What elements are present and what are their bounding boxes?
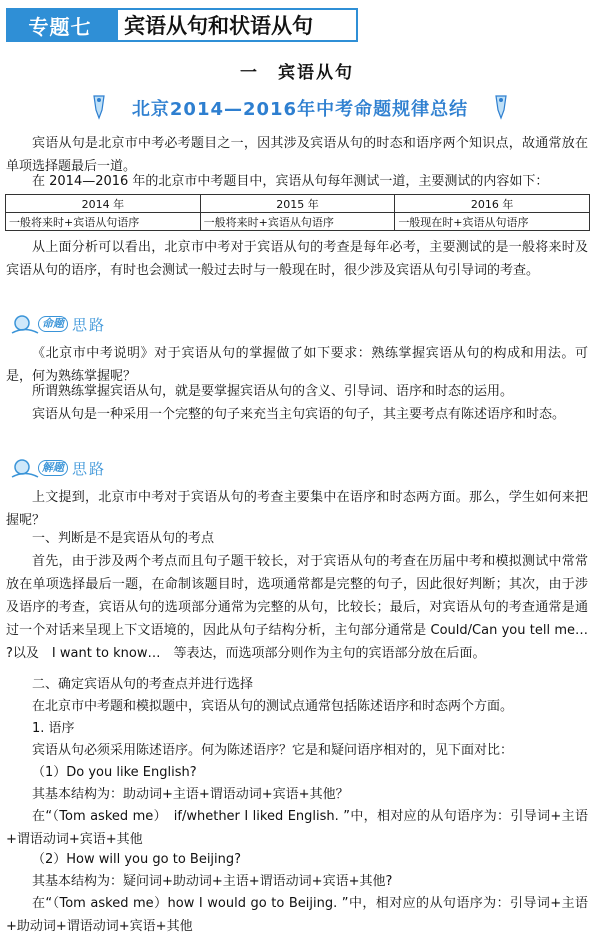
pen-left-icon — [90, 94, 108, 120]
jieti-paragraph-3: 宾语从句必须采用陈述语序。何为陈述语序？它是和疑问语序相对的，见下面对比： — [32, 743, 514, 758]
tag-word: 思路 — [72, 459, 107, 478]
example-2: （2）How will you go to Beijing? — [32, 852, 242, 867]
table-cell: 一般将来时+宾语从句语序 — [200, 213, 395, 231]
mingti-paragraph-2: 所谓熟练掌握宾语从句，就是要掌握宾语从句的含义、引导词、语序和时态的运用。 — [32, 384, 514, 399]
table-cell: 一般将来时+宾语从句语序 — [6, 213, 201, 231]
table-header-cell: 2016 年 — [395, 195, 590, 213]
explanation-2: 在“（Tom asked me）how I would go to Beijing. ”中，相对应的从句语序为：引导词+主语+助动词+谓语动词+宾语+其他 — [6, 896, 588, 934]
mingti-tag — [10, 312, 106, 336]
jieti-tag — [10, 456, 106, 480]
topic-badge: 专题七 — [6, 8, 114, 42]
tag-word: 思路 — [72, 315, 107, 334]
structure-2: 其基本结构为：疑问词+助动词+主语+谓语动词+宾语+其他? — [32, 874, 393, 889]
example-1: （1）Do you like English? — [32, 765, 197, 780]
heading-1: 一、判断是不是宾语从句的考点 — [32, 531, 215, 546]
heading-2: 二、确定宾语从句的考查点并进行选择 — [32, 677, 254, 692]
rules-banner — [90, 94, 510, 122]
heading-3: 1. 语序 — [32, 721, 75, 736]
table-header-row — [6, 195, 590, 213]
table-cell: 一般现在时+宾语从句语序 — [395, 213, 590, 231]
exam-table — [5, 194, 590, 231]
lightbulb-icon — [10, 458, 40, 478]
table-header-cell: 2015 年 — [200, 195, 395, 213]
tag-label: 命题 — [38, 316, 68, 332]
jieti-paragraph-1: 首先，由于涉及两个考点而且句子题干较长，对于宾语从句的考查在历届中考和模拟测试中常常放在单项选择最后一题，在命制该题目时，选项通常都是完整的句子，因此很好判断；其次，由于涉及语序的考查，宾语从句的选项部分通常为完整的从句，比较长；最后，对宾语从句的考查通常是通过一个对话来呈现上下文语境的，因此从句子结构分析，主句部分通常是 Could/Can you tell me… ?以及 I want to know… 等表达，而选项部分则作为主句的宾语部分放在后面。 — [6, 554, 588, 661]
banner-text: 北京2014—2016年中考命题规律总结 — [131, 99, 469, 120]
mingti-paragraph-3: 宾语从句是一种采用一个完整的句子来充当主句宾语的句子，其主要考点有陈述语序和时态。 — [32, 407, 566, 422]
lightbulb-icon — [10, 314, 40, 334]
analysis-paragraph: 从上面分析可以看出，北京市中考对于宾语从句的考查是每年必考，主要测试的是一般将来时及宾语从句的语序，有时也会测试一般过去时与一般现在时，很少涉及宾语从句引导词的考查。 — [6, 240, 588, 278]
topic-header — [6, 8, 358, 42]
intro-paragraph-1: 宾语从句是北京市中考必考题目之一，因其涉及宾语从句的时态和语序两个知识点，故通常放在单项选择题最后一道。 — [6, 136, 588, 174]
jieti-paragraph-2: 在北京市中考题和模拟题中，宾语从句的测试点通常包括陈述语序和时态两个方面。 — [32, 699, 514, 714]
mingti-paragraph-1: 《北京市中考说明》对于宾语从句的掌握做了如下要求：熟练掌握宾语从句的构成和用法。可是，何为熟练掌握呢？ — [6, 346, 588, 384]
section-title: 一 宾语从句 — [240, 63, 354, 83]
structure-1: 其基本结构为：助动词+主语+谓语动词+宾语+其他？ — [32, 787, 349, 802]
table-header-cell: 2014 年 — [6, 195, 201, 213]
topic-title: 宾语从句和状语从句 — [118, 8, 358, 42]
intro-paragraph-2: 在 2014—2016 年的北京市中考题目中，宾语从句每年测试一道，主要测试的内容如下： — [32, 174, 549, 189]
jieti-intro: 上文提到，北京市中考对于宾语从句的考查主要集中在语序和时态两方面。那么，学生如何来把握呢？ — [6, 490, 588, 528]
explanation-1: 在“（Tom asked me） if/whether I liked English. ”中，相对应的从句语序为：引导词+主语+谓语动词+宾语+其他 — [6, 809, 588, 847]
pen-right-icon — [492, 94, 510, 120]
table-row — [6, 213, 590, 231]
tag-label: 解题 — [38, 460, 68, 476]
